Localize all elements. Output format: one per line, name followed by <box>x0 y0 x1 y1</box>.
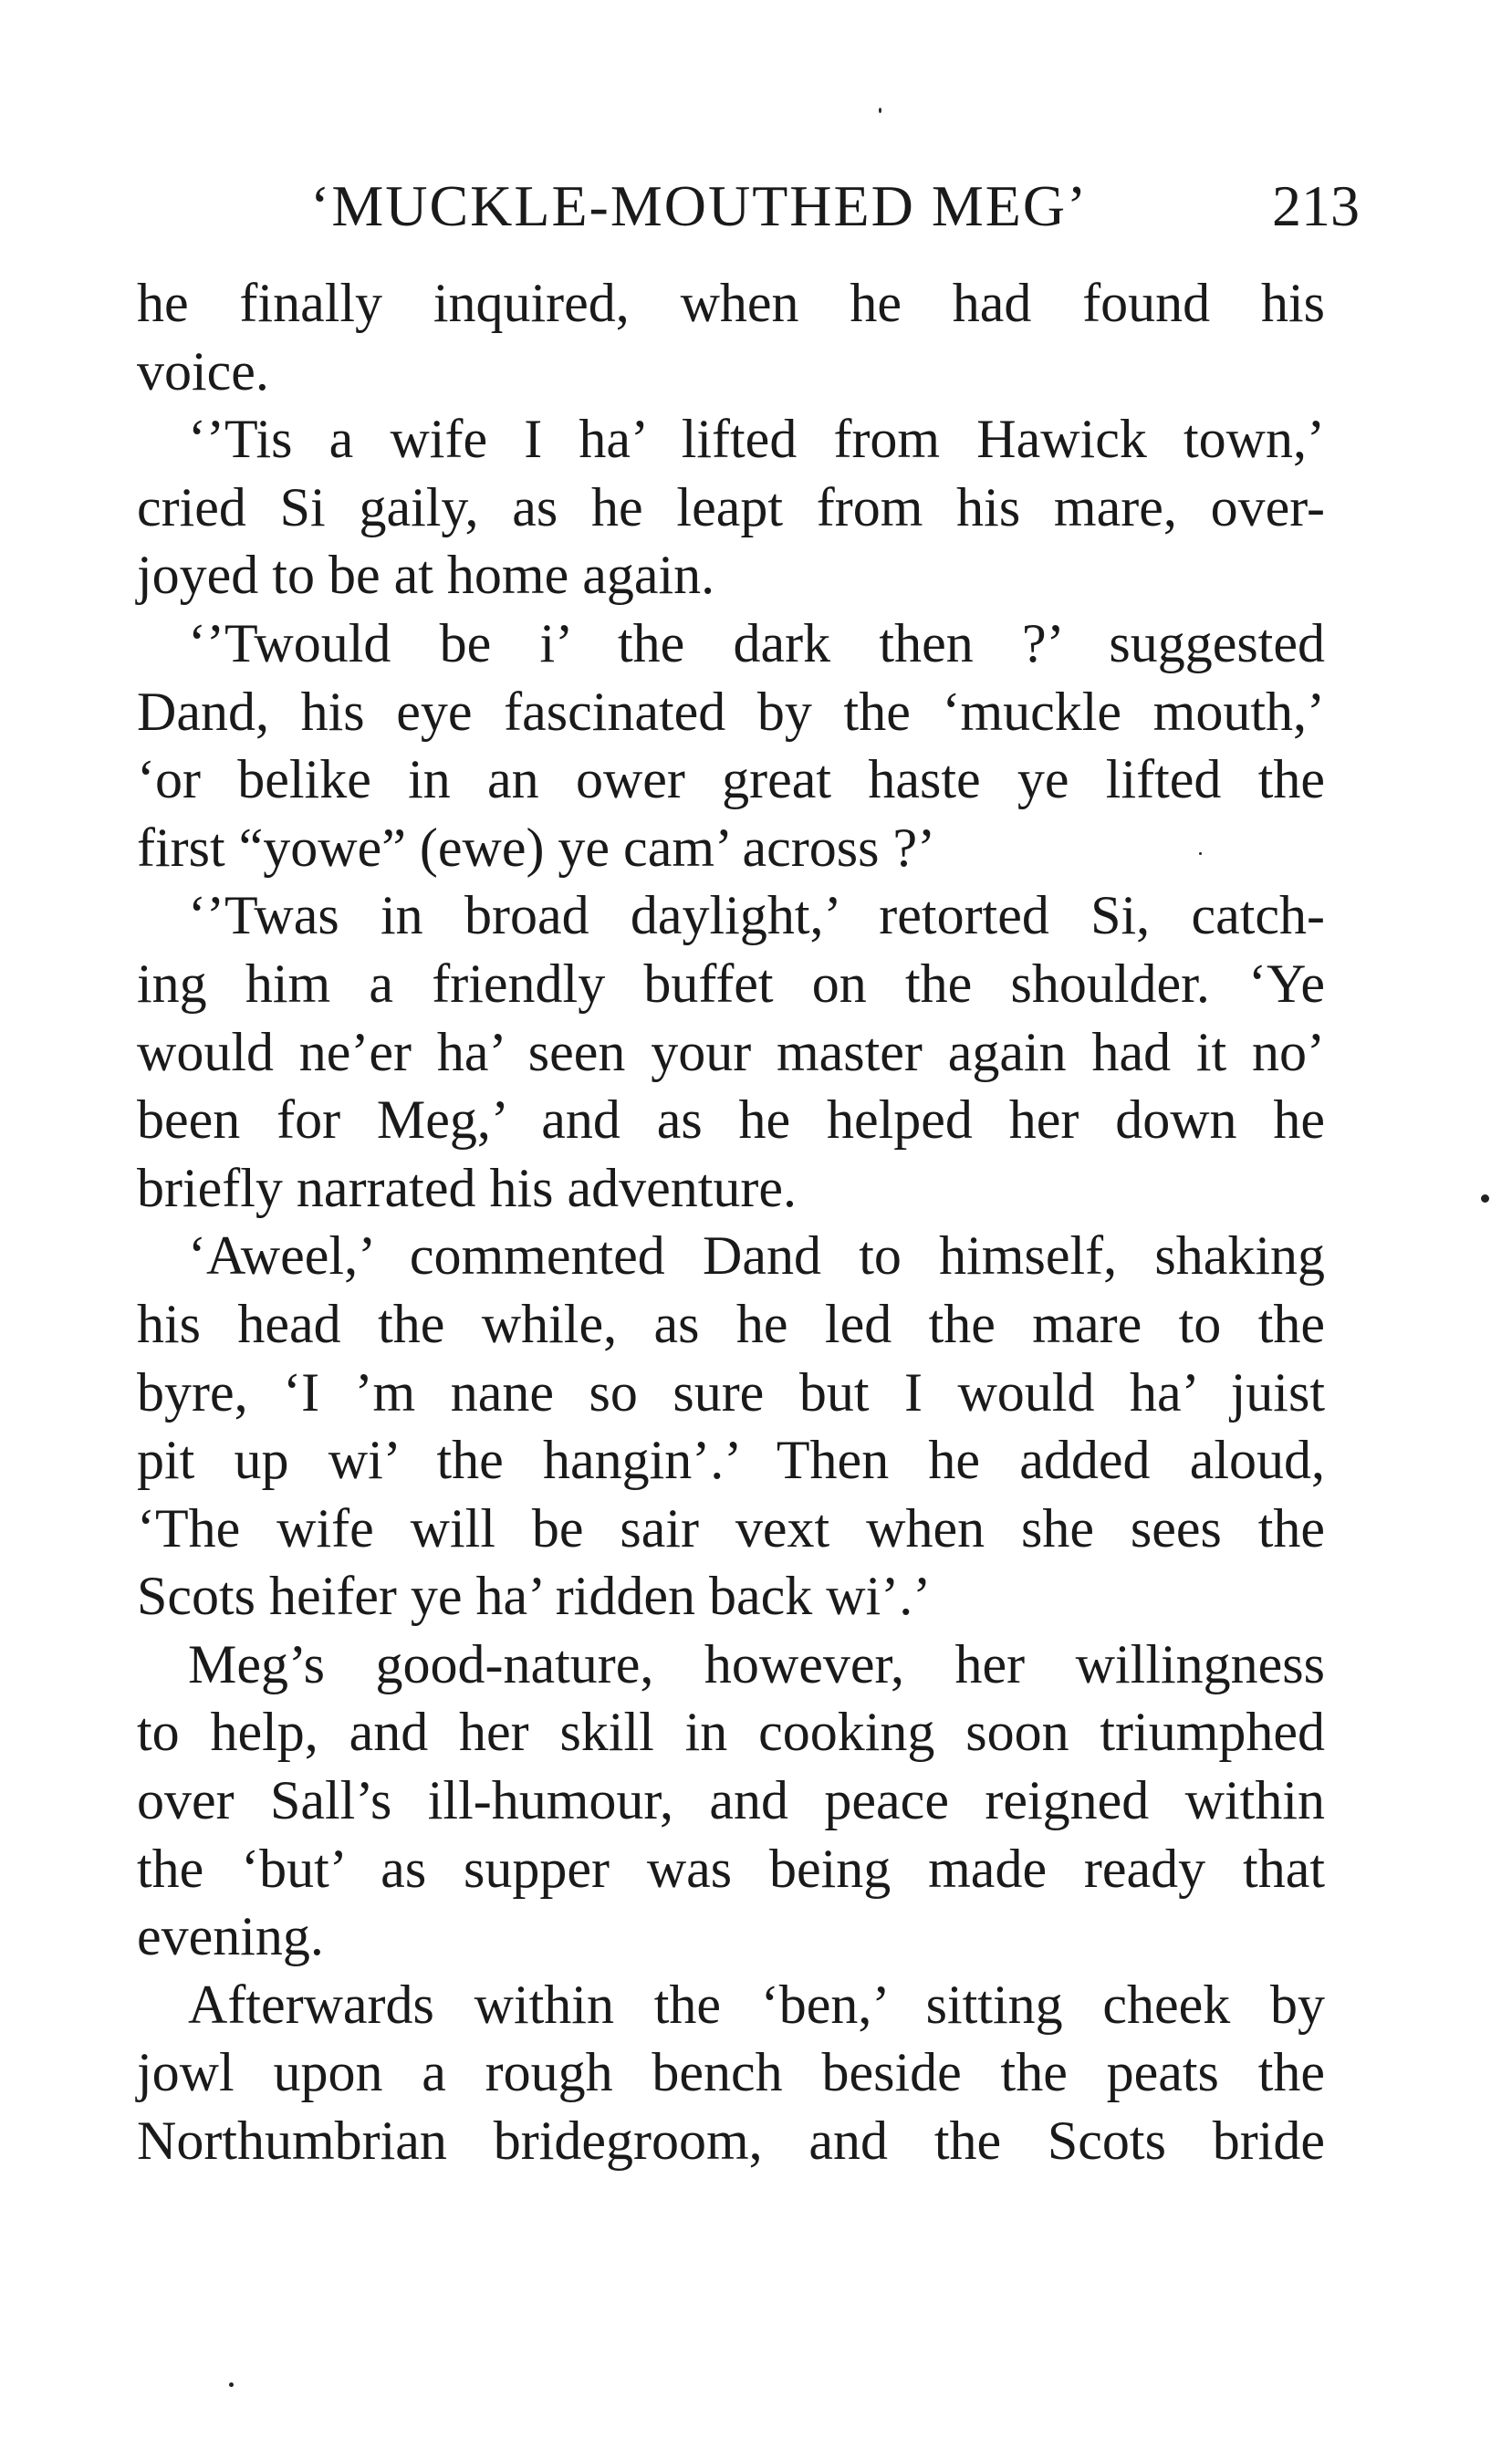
running-title: ‘MUCKLE-MOUTHED MEG’ <box>310 173 1089 238</box>
body-text <box>137 269 1325 2175</box>
text-line: been for Meg,’ and as he helped her down he <box>137 1089 1325 1151</box>
ink-speck <box>229 2382 234 2387</box>
text-line: Scots heifer ye ha’ ridden back wi’.’ <box>137 1566 932 1627</box>
text-line: byre, ‘I ’m nane so sure but I would ha’ juist <box>137 1361 1325 1423</box>
text-line: over Sall’s ill-humour, and peace reigned within <box>137 1770 1325 1831</box>
text-line: to help, and her skill in cooking soon triumphed <box>137 1702 1325 1763</box>
text-line: joyed to be at home again. <box>137 545 715 606</box>
text-line: ‘’Twas in broad daylight,’ retorted Si, catch- <box>188 885 1325 946</box>
text-line: pit up wi’ the hangin’.’ Then he added aloud, <box>137 1430 1325 1491</box>
text-line: the ‘but’ as supper was being made ready that <box>137 1838 1325 1899</box>
text-line: cried Si gaily, as he leapt from his mare, over- <box>137 476 1325 537</box>
text-line: his head the while, as he led the mare to the <box>137 1293 1325 1354</box>
text-line: ‘or belike in an ower great haste ye lifted the <box>137 749 1325 810</box>
page-number: 213 <box>1272 173 1360 238</box>
text-line: first “yowe” (ewe) ye cam’ across ?’ <box>137 817 936 878</box>
text-line: Meg’s good-nature, however, her willingness <box>188 1633 1325 1694</box>
text-line: voice. <box>137 340 269 401</box>
text-line: jowl upon a rough bench beside the peats the <box>137 2042 1325 2103</box>
text-line: ‘’Twould be i’ the dark then ?’ suggested <box>188 612 1325 673</box>
text-line: ‘Aweel,’ commented Dand to himself, shaking <box>188 1225 1325 1287</box>
ink-speck <box>1199 852 1202 855</box>
ink-speck <box>1481 1194 1489 1203</box>
text-line: he finally inquired, when he had found his <box>137 273 1325 333</box>
ink-speck <box>879 108 881 113</box>
text-line: ‘’Tis a wife I ha’ lifted from Hawick town,’ <box>188 409 1325 470</box>
text-line: Northumbrian bridegroom, and the Scots bride <box>137 2111 1325 2172</box>
text-line: Dand, his eye fascinated by the ‘muckle mouth,’ <box>137 681 1325 742</box>
text-line: briefly narrated his adventure. <box>137 1157 798 1218</box>
text-line: ing him a friendly buffet on the shoulder. ‘Ye <box>137 953 1325 1014</box>
text-line: ‘The wife will be sair vext when she sees the <box>137 1497 1325 1558</box>
text-line: would ne’er ha’ seen your master again had it no’ <box>137 1021 1325 1082</box>
running-head <box>137 170 1360 243</box>
text-line: Afterwards within the ‘ben,’ sitting cheek by <box>188 1974 1325 2035</box>
text-line: evening. <box>137 1906 324 1967</box>
